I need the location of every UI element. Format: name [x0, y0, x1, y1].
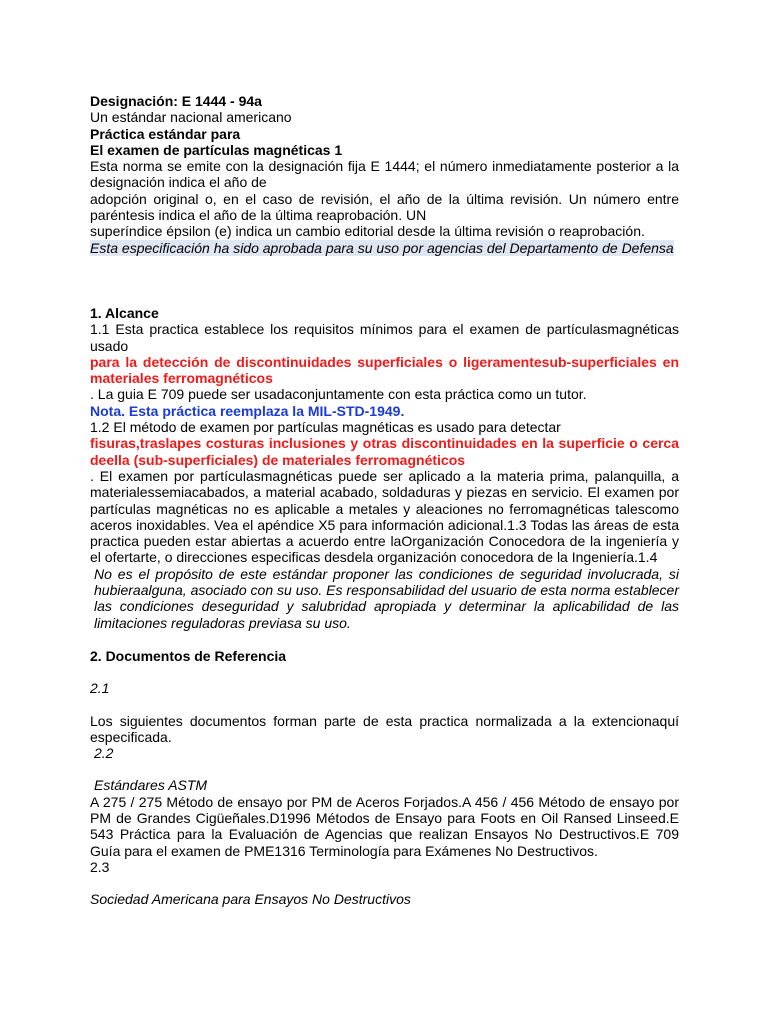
standard-subtitle: Un estándar nacional americano: [90, 109, 292, 126]
asnt-heading: Sociedad Americana para Ensayos No Destructivos: [90, 891, 411, 908]
designation-note-1: Esta norma se emite con la designación fija E 1444; el número inmediatamente posterior a la designación indica el año de: [90, 158, 679, 191]
section-1-2-highlight: fisuras,traslapes costuras inclusiones y otras discontinuidades en la superficie o cerca deella (sub-superficiales) de materiales ferromagnéticos: [90, 435, 679, 468]
astm-standards-heading: Estándares ASTM: [94, 777, 208, 794]
title-line-2: El examen de partículas magnéticas 1: [90, 141, 343, 158]
section-1-heading: 1. Alcance: [90, 304, 159, 321]
section-2-2-number: 2.2: [94, 745, 114, 762]
section-2-1-text: Los siguientes documentos forman parte de esta practica normalizada a la extencionaquí especificada.: [90, 712, 679, 745]
dod-approval-note: Esta especificación ha sido aprobada para su uso por agencias del Departamento de Defensa: [90, 239, 674, 256]
section-2-3-number: 2.3: [90, 858, 110, 875]
designation-line: Designación: E 1444 - 94a: [90, 93, 262, 109]
title-line-1: Práctica estándar para: [90, 125, 241, 142]
section-1-4-safety: No es el propósito de este estándar proponer las condiciones de seguridad involucrada, si hubieraalguna, asociado con su uso. Es responsabilidad del usuario de esta norma establecer las condiciones deseguridad y salubridad apropiada y determinar la aplicabilidad de las limitaciones reguladoras previasa su uso.: [94, 565, 679, 631]
section-1-note: Nota. Esta práctica reemplaza la MIL-STD-1949.: [90, 402, 405, 419]
section-1-2-continuation: . El examen por partículasmagnéticas puede ser aplicado a la materia prima, palanquilla, a materialessemiacabados, a material acabado, soldaduras y piezas en servicio. El examen por partículas magnéticas no es aplicable a metales y aleaciones no ferromagnéticas talescomo aceros inoxidables. Vea el apéndice X5 para información adicional.1.3 Todas las áreas de esta practica pueden estar abiertas a acuerdo entre laOrganización Conocedora de la ingeniería y el ofertarte, o direcciones especificas desdela organización conocedora de la Ingeniería.1.4: [90, 467, 679, 566]
section-2-heading: 2. Documentos de Referencia: [90, 647, 287, 664]
designation-note-2: adopción original o, en el caso de revisión, el año de la última revisión. Un número entre paréntesis indica el año de la última reaprobación. UN: [90, 190, 679, 224]
section-1-1-text: 1.1 Esta practica establece los requisitos mínimos para el examen de partículasmagnéticas usado: [90, 321, 679, 354]
section-1-guide-text: . La guia E 709 puede ser usadaconjuntamente con esta práctica como un tutor.: [90, 386, 587, 403]
astm-standards-list: A 275 / 275 Método de ensayo por PM de Aceros Forjados.A 456 / 456 Método de ensayo por PM de Grandes Cigüeñales.D1996 Métodos de Ensayo para Foots en Oil Ransed Linseed.E 543 Práctica para la Evaluación de Agencias que realizan Ensayos No Destructivos.E 709 Guía para el examen de PME1316 Terminología para Exámenes No Destructivos.: [90, 793, 679, 859]
section-1-1-highlight: para la detección de discontinuidades superficiales o ligeramentesub-superficiales en materiales ferromagnéticos: [90, 353, 679, 387]
section-1-2-text: 1.2 El método de examen por partículas magnéticas es usado para detectar: [90, 419, 561, 436]
designation-note-3: superíndice épsilon (e) indica un cambio editorial desde la última revisión o reaprobación.: [90, 223, 645, 240]
section-2-1-number: 2.1: [90, 680, 110, 697]
